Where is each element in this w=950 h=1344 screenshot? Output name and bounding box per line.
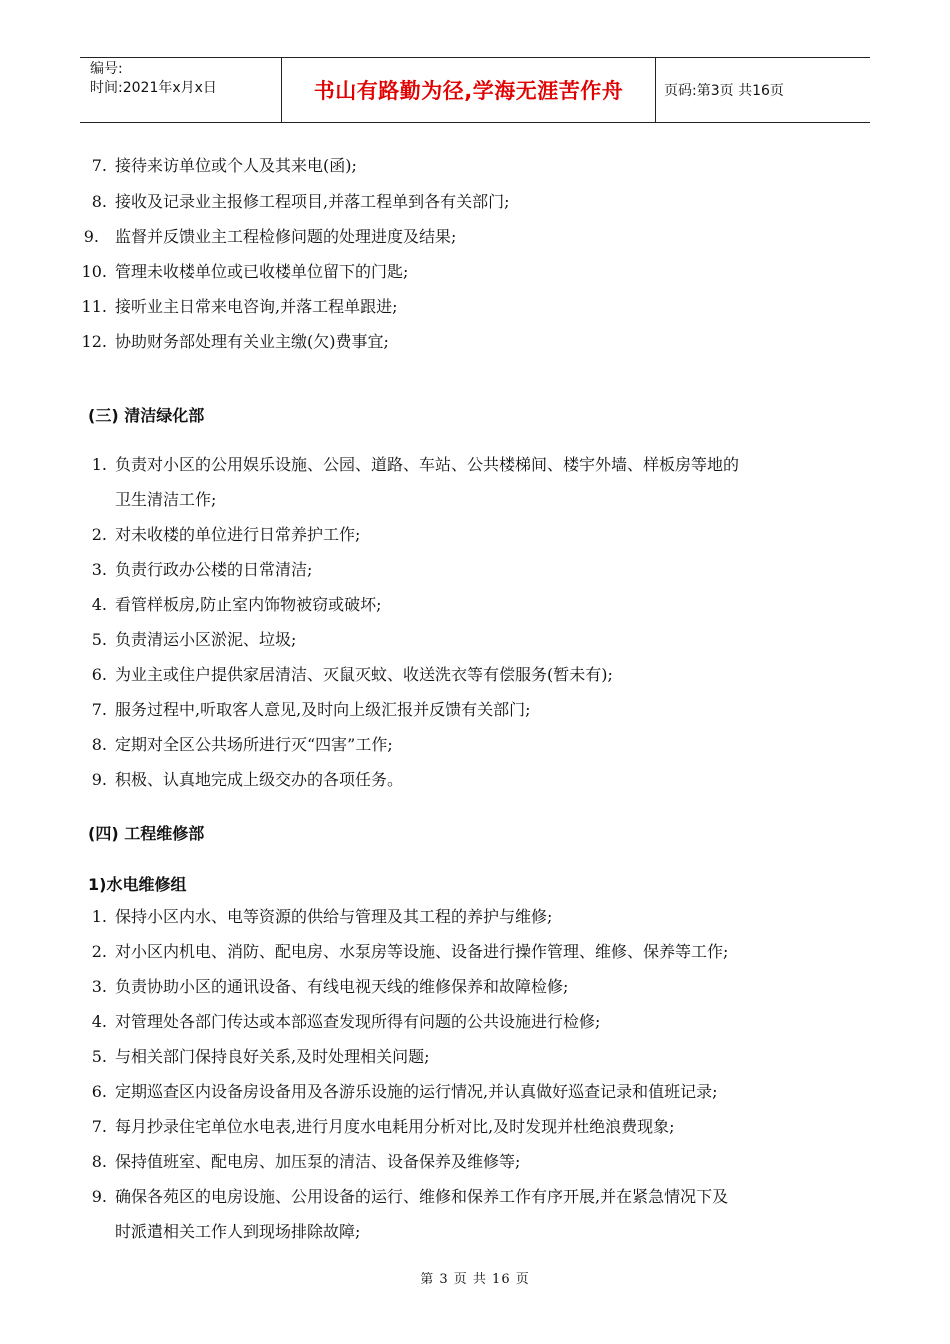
list-item	[91, 156, 357, 176]
code-label: 编号:	[90, 61, 123, 77]
list-item	[91, 1152, 521, 1172]
item-text: 对管理处各部门传达或本部巡查发现所得有问题的公共设施进行检修;	[115, 1012, 601, 1031]
page-info: 页码:第3页 共16页	[664, 83, 784, 99]
list-item-continuation: 卫生清洁工作;	[115, 490, 217, 509]
item-text: 服务过程中,听取客人意见,及时向上级汇报并反馈有关部门;	[115, 700, 531, 719]
item-number: 5.	[91, 1047, 107, 1066]
time-label: 时间:2021年x月x日	[90, 80, 217, 96]
list-item	[91, 1047, 430, 1067]
item-text: 定期对全区公共场所进行灭“四害”工作;	[115, 735, 393, 754]
list-item	[91, 192, 510, 212]
item-number: 2.	[91, 525, 107, 544]
item-number: 2.	[91, 942, 107, 961]
list-item	[91, 977, 569, 997]
item-number: 1.	[91, 907, 107, 926]
header-meta	[80, 58, 282, 122]
item-text: 协助财务部处理有关业主缴(欠)费事宜;	[115, 332, 389, 351]
item-text: 接收及记录业主报修工程项目,并落工程单到各有关部门;	[115, 192, 510, 211]
list-item	[91, 595, 382, 615]
item-number: 9.	[91, 770, 107, 789]
list-item-continuation: 时派遣相关工作人到现场排除故障;	[115, 1222, 361, 1241]
item-text: 管理未收楼单位或已收楼单位留下的门匙;	[115, 262, 409, 281]
list-item	[91, 1117, 675, 1137]
item-number: 7.	[91, 156, 107, 175]
item-text: 负责行政办公楼的日常清洁;	[115, 560, 313, 579]
item-text: 接听业主日常来电咨询,并落工程单跟进;	[115, 297, 398, 316]
list-item	[81, 332, 389, 352]
item-text: 负责清运小区淤泥、垃圾;	[115, 630, 297, 649]
list-item	[91, 1012, 601, 1032]
item-number: 3.	[91, 560, 107, 579]
list-item	[91, 1082, 718, 1102]
page-header	[80, 57, 870, 123]
item-number: 9.	[83, 227, 99, 246]
list-item	[91, 630, 297, 650]
list-item	[91, 700, 531, 720]
item-number: 5.	[91, 630, 107, 649]
motto: 书山有路勤为径,学海无涯苦作舟	[313, 79, 624, 103]
item-text: 定期巡查区内设备房设备用及各游乐设施的运行情况,并认真做好巡查记录和值班记录;	[115, 1082, 718, 1101]
item-number: 1.	[91, 455, 107, 474]
list-item	[91, 525, 361, 545]
item-text: 负责对小区的公用娱乐设施、公园、道路、车站、公共楼梯间、楼宇外墙、样板房等地的	[115, 455, 740, 474]
list-item	[91, 942, 729, 962]
item-number: 8.	[91, 735, 107, 754]
item-number: 11.	[81, 297, 107, 316]
item-number: 10.	[81, 262, 107, 281]
list-item	[91, 560, 313, 580]
item-number: 6.	[91, 1082, 107, 1101]
item-text: 负责协助小区的通讯设备、有线电视天线的维修保养和故障检修;	[115, 977, 569, 996]
list-item	[91, 907, 553, 927]
list-item	[91, 735, 393, 755]
item-number: 9.	[91, 1187, 107, 1206]
list-item	[81, 297, 398, 317]
section-heading: (三) 清洁绿化部	[88, 406, 205, 425]
item-text: 积极、认真地完成上级交办的各项任务。	[115, 770, 404, 789]
item-text: 保持值班室、配电房、加压泵的清洁、设备保养及维修等;	[115, 1152, 521, 1171]
header-motto-cell	[282, 58, 656, 122]
list-item	[83, 227, 457, 247]
subsection-heading: 1)水电维修组	[88, 875, 187, 894]
item-number: 8.	[91, 192, 107, 211]
item-number: 7.	[91, 1117, 107, 1136]
item-number: 8.	[91, 1152, 107, 1171]
item-number: 12.	[81, 332, 107, 351]
item-text: 对未收楼的单位进行日常养护工作;	[115, 525, 361, 544]
item-text: 为业主或住户提供家居清洁、灭鼠灭蚊、收送洗衣等有偿服务(暂未有);	[115, 665, 613, 684]
header-page-cell	[656, 58, 870, 122]
item-text: 保持小区内水、电等资源的供给与管理及其工程的养护与维修;	[115, 907, 553, 926]
item-text: 每月抄录住宅单位水电表,进行月度水电耗用分析对比,及时发现并杜绝浪费现象;	[115, 1117, 675, 1136]
list-item	[91, 1187, 729, 1207]
list-item	[91, 770, 404, 790]
item-number: 3.	[91, 977, 107, 996]
page-footer: 第 3 页 共 16 页	[420, 1272, 530, 1287]
item-text: 与相关部门保持良好关系,及时处理相关问题;	[115, 1047, 430, 1066]
section-heading: (四) 工程维修部	[88, 824, 205, 843]
item-text: 确保各苑区的电房设施、公用设备的运行、维修和保养工作有序开展,并在紧急情况下及	[115, 1187, 729, 1206]
list-item	[91, 665, 613, 685]
item-text: 对小区内机电、消防、配电房、水泵房等设施、设备进行操作管理、维修、保养等工作;	[115, 942, 729, 961]
item-number: 7.	[91, 700, 107, 719]
list-item	[91, 455, 740, 475]
item-number: 6.	[91, 665, 107, 684]
item-text: 监督并反馈业主工程检修问题的处理进度及结果;	[115, 227, 457, 246]
item-text: 看管样板房,防止室内饰物被窃或破坏;	[115, 595, 382, 614]
item-number: 4.	[91, 1012, 107, 1031]
list-item	[81, 262, 409, 282]
item-text: 接待来访单位或个人及其来电(函);	[115, 156, 357, 175]
item-number: 4.	[91, 595, 107, 614]
